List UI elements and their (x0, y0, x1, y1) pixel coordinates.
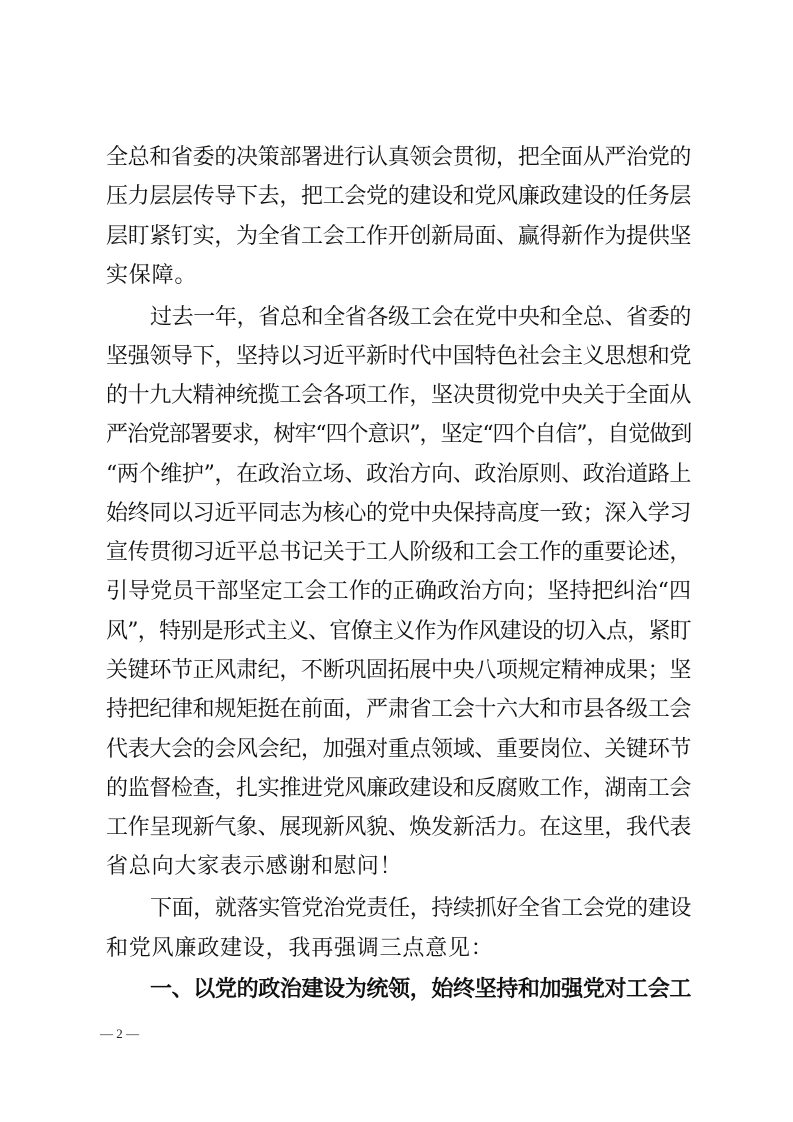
paragraph-1-line-2: 压力层层传导下去，把工会党的建设和党风廉政建设的任务层 (106, 184, 691, 209)
paragraph-2-line-5: “两个维护”，在政治立场、政治方向、政治原则、政治道路上 (106, 462, 691, 487)
paragraph-2-line-2: 坚强领导下，坚持以习近平新时代中国特色社会主义思想和党 (106, 344, 691, 369)
paragraph-2-line-14: 工作呈现新气象、展现新风貌、焕发新活力。在这里，我代表 (106, 815, 691, 840)
paragraph-2-line-9: 风”，特别是形式主义、官僚主义作为作风建设的切入点，紧盯 (106, 619, 691, 644)
paragraph-2-line-8: 引导党员干部坚定工会工作的正确政治方向；坚持把纠治“四 (106, 579, 691, 604)
paragraph-3-line-1: 下面，就落实管党治党责任，持续抓好全省工会党的建设 (150, 896, 691, 921)
paragraph-2-line-1: 过去一年，省总和全省各级工会在党中央和全总、省委的 (150, 305, 691, 330)
paragraph-2-line-10: 关键环节正风肃纪，不断巩固拓展中央八项规定精神成果；坚 (106, 658, 691, 683)
paragraph-3-line-2: 和党风廉政建设，我再强调三点意见： (106, 936, 494, 961)
paragraph-2-line-7: 宣传贯彻习近平总书记关于工人阶级和工会工作的重要论述， (106, 540, 691, 565)
paragraph-1-line-3: 层盯紧钉实，为全省工会工作开创新局面、赢得新作为提供坚 (106, 224, 691, 249)
paragraph-1-line-4: 实保障。 (106, 263, 198, 288)
paragraph-2-line-4: 严治党部署要求，树牢“四个意识”，坚定“四个自信”，自觉做到 (106, 422, 691, 447)
paragraph-2-line-6: 始终同以习近平同志为核心的党中央保持高度一致；深入学习 (106, 501, 691, 526)
page-number: — 2 — (100, 1026, 139, 1041)
paragraph-1-line-1: 全总和省委的决策部署进行认真领会贯彻，把全面从严治党的 (106, 145, 691, 170)
paragraph-2-line-12: 代表大会的会风会纪，加强对重点领域、重要岗位、关键环节 (106, 737, 691, 762)
paragraph-2-line-15: 省总向大家表示感谢和慰问！ (106, 854, 403, 879)
paragraph-2-line-13: 的监督检查，扎实推进党风廉政建设和反腐败工作，湖南工会 (106, 776, 691, 801)
paragraph-2-line-11: 持把纪律和规矩挺在前面，严肃省工会十六大和市县各级工会 (106, 697, 691, 722)
paragraph-2-line-3: 的十九大精神统揽工会各项工作，坚决贯彻党中央关于全面从 (106, 383, 691, 408)
section-heading-1: 一、以党的政治建设为统领，始终坚持和加强党对工会工 (150, 977, 691, 1002)
